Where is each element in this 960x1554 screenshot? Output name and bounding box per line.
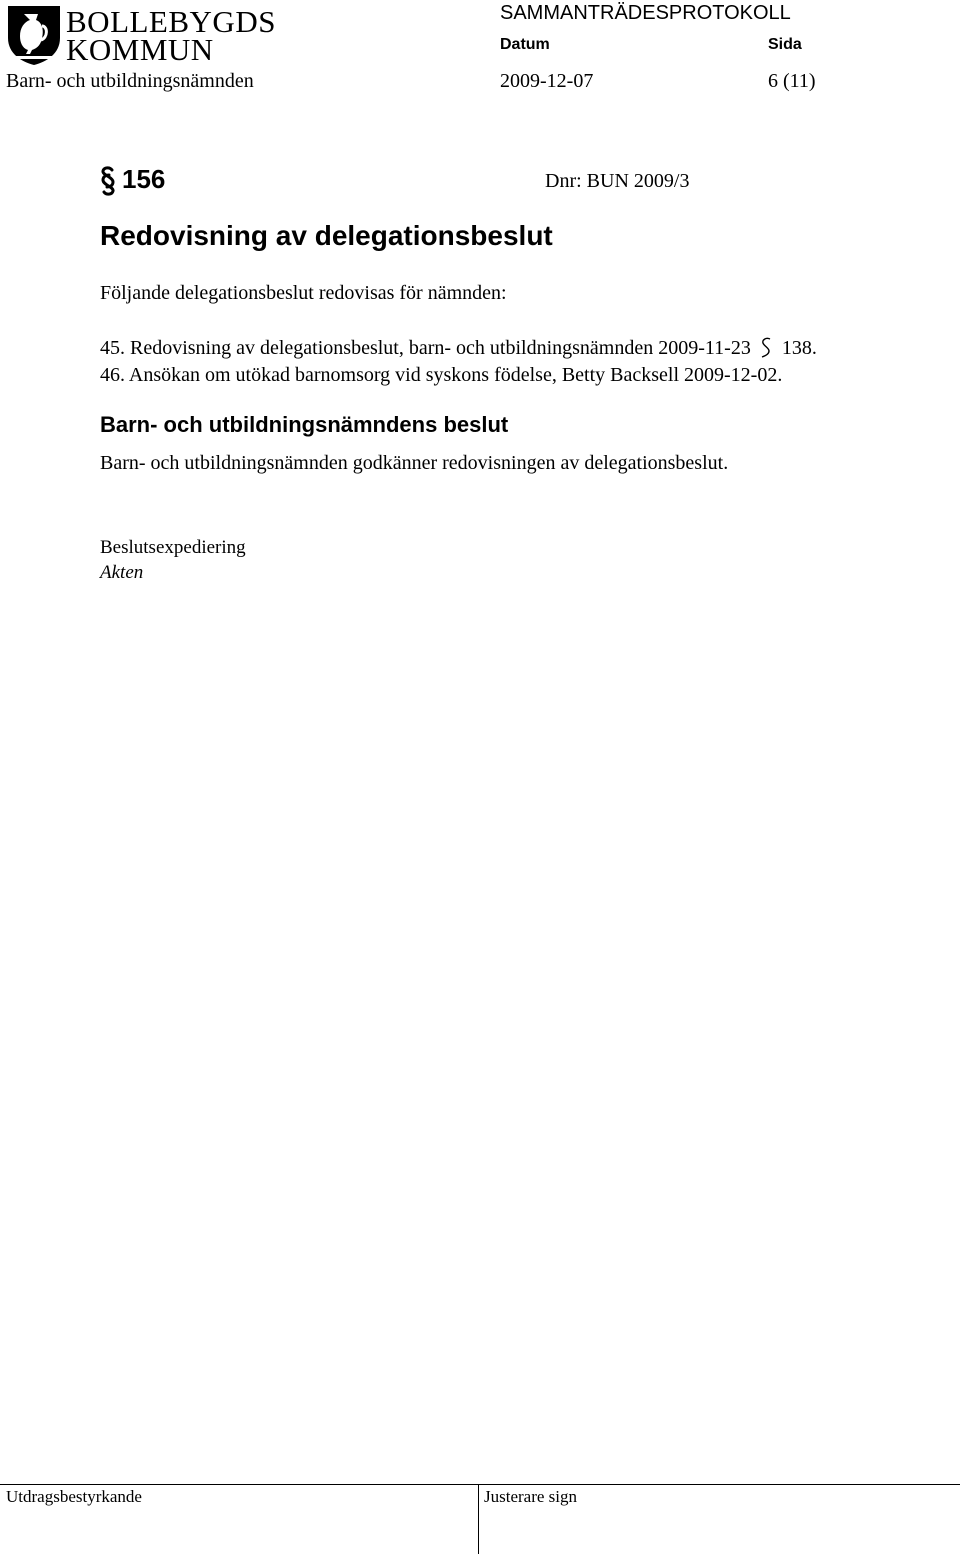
list-item-text: 45. Redovisning av delegationsbeslut, barn- och utbildningsnämnden 2009-11-23	[100, 337, 751, 359]
municipality-logo	[6, 4, 276, 67]
certification-label: Utdragsbestyrkande	[6, 1487, 142, 1506]
section-number-text: 156	[122, 164, 166, 194]
decision-heading: Barn- och utbildningsnämndens beslut	[100, 412, 509, 437]
page-label: Sida	[768, 36, 802, 53]
bollebygd-crest-icon	[6, 4, 62, 66]
list-item: 46. Ansökan om utökad barnomsorg vid syskons födelse, Betty Backsell 2009-12-02.	[100, 364, 783, 386]
adjuster-signature-label: Justerare sign	[484, 1487, 578, 1506]
footer-divider	[478, 1484, 479, 1554]
document-type: SAMMANTRÄDESPROTOKOLL	[500, 2, 791, 24]
list-item-ref: 138.	[776, 337, 817, 359]
decision-text: Barn- och utbildningsnämnden godkänner redovisningen av delegationsbeslut.	[100, 452, 729, 474]
meeting-date: 2009-12-07	[500, 70, 594, 92]
expedition-recipient: Akten	[100, 562, 144, 583]
committee-name: Barn- och utbildningsnämnden	[6, 70, 254, 92]
logo-line-1: BOLLEBYGDS	[66, 4, 276, 39]
logo-line-2: KOMMUN	[66, 32, 214, 67]
paragraph-sign-icon	[100, 166, 116, 196]
footer-rule	[0, 1484, 960, 1485]
section-title: Redovisning av delegationsbeslut	[100, 220, 553, 251]
intro-text: Följande delegationsbeslut redovisas för nämnden:	[100, 282, 507, 304]
expedition-label: Beslutsexpediering	[100, 537, 246, 558]
paragraph-sign-icon	[755, 336, 777, 360]
case-number: Dnr: BUN 2009/3	[545, 170, 690, 192]
list-item	[100, 336, 817, 360]
date-label: Datum	[500, 36, 550, 53]
page-number: 6 (11)	[768, 70, 816, 92]
